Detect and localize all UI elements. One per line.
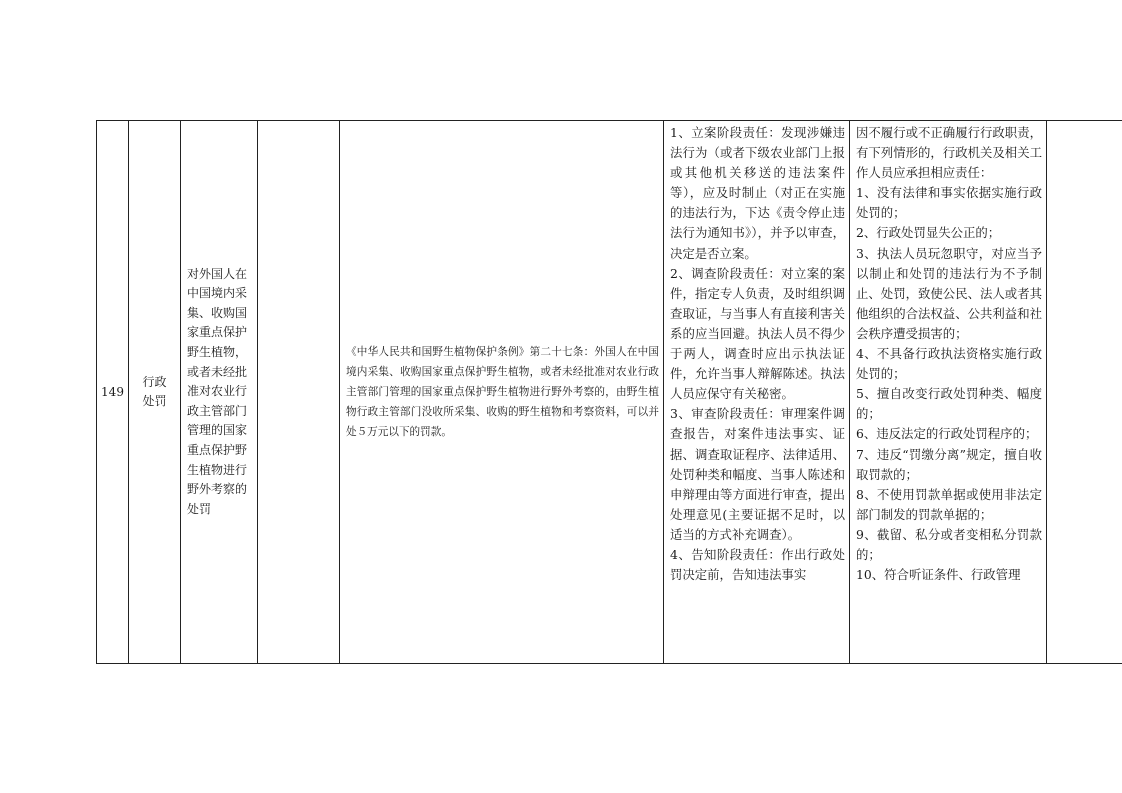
legal-basis-text: 《中华人民共和国野生植物保护条例》第二十七条：外国人在中国境内采集、收购国家重点保护野生植物，或者未经批准对农业行政主管部门管理的国家重点保护野生植物进行野外考察的，由野生植物行政主管部门没收所采集、收购的野生植物和考察资料，可以并处５万元以下的罚款。	[346, 346, 659, 438]
accountability-list	[856, 121, 1042, 663]
row-number: 149	[101, 385, 124, 399]
accountability-item: 8、不使用罚款单据或使用非法定部门制发的罚款单据的；	[856, 486, 1042, 522]
accountability-item: 9、截留、私分或者变相私分罚款的；	[856, 526, 1042, 562]
responsibility-item: 1、立案阶段责任：发现涉嫌违法行为（或者下级农业部门上报或其他机关移送的违法案件等），应及时制止（对正在实施的违法行为，下达《责令停止违法行为通知书》），并予以审查，决定是否立案。	[670, 125, 845, 261]
sub-item-cell	[258, 121, 340, 664]
table-row	[97, 121, 1122, 664]
responsibility-item: 3、审查阶段责任：审理案件调查报告，对案件违法事实、证据、调查取证程序、法律适用、处罚种类和幅度、当事人陈述和申辩理由等方面进行审查，提出处理意见(主要证据不足时，以适当的方式补充调查）。	[670, 406, 845, 542]
accountability-item: 7、违反“罚缴分离”规定，擅自收取罚款的；	[856, 446, 1042, 482]
category-cell	[129, 121, 181, 664]
accountability-item: 因不履行或不正确履行行政职责，有下列情形的，行政机关及相关工作人员应承担相应责任：	[856, 125, 1042, 181]
accountability-item: 2、行政处罚显失公正的；	[856, 225, 1001, 241]
accountability-item: 3、执法人员玩忽职守，对应当予以制止和处罚的违法行为不予制止、处罚，致使公民、法人或者其他组织的合法权益、公共利益和社会秩序遭受损害的；	[856, 245, 1042, 341]
remark-cell	[1047, 121, 1122, 664]
accountability-item: 4、不具备行政执法资格实施行政处罚的；	[856, 346, 1042, 382]
item-name-text: 对外国人在中国境内采集、收购国家重点保护野生植物，或者未经批准对农业行政主管部门管理的国家重点保护野生植物进行野外考察的处罚	[187, 266, 248, 516]
item-name-cell	[181, 121, 258, 664]
accountability-item: 10、符合听证条件、行政管理	[856, 567, 1021, 583]
responsibility-cell	[664, 121, 850, 664]
accountability-item: 6、违反法定的行政处罚程序的；	[856, 426, 1038, 442]
responsibility-item: 4、告知阶段责任：作出行政处罚决定前，告知违法事实	[670, 546, 845, 583]
accountability-item: 1、没有法律和事实依据实施行政处罚的；	[856, 185, 1042, 221]
responsibility-list	[670, 121, 845, 663]
accountability-item: 5、擅自改变行政处罚种类、幅度的；	[856, 386, 1042, 422]
legal-basis-cell	[340, 121, 664, 664]
power-list-table	[96, 120, 1122, 664]
responsibility-item: 2、调查阶段责任：对立案的案件，指定专人负责，及时组织调查取证，与当事人有直接利害关系的应当回避。执法人员不得少于两人，调查时应出示执法证件，允许当事人辩解陈述。执法人员应保守有关秘密。	[670, 265, 845, 402]
accountability-cell	[850, 121, 1047, 664]
row-number-cell	[97, 121, 129, 664]
category-text: 行政处罚	[142, 375, 167, 408]
